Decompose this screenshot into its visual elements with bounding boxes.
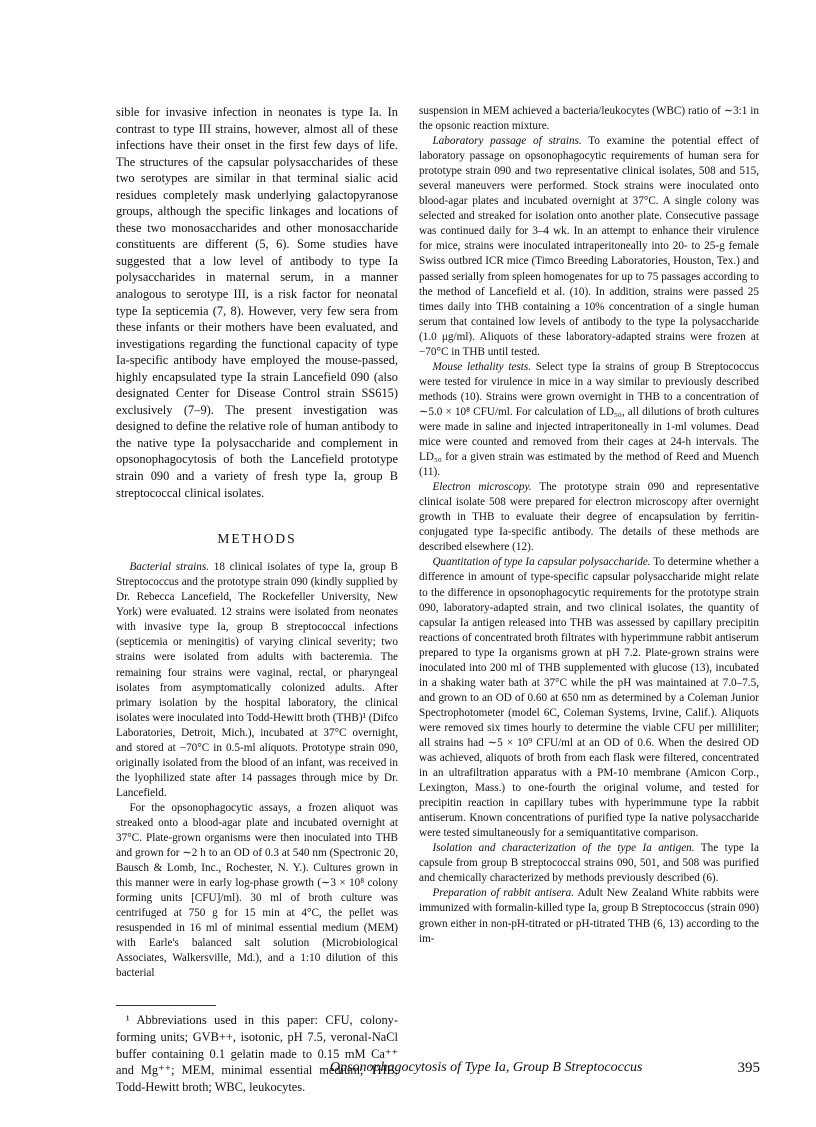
bacterial-strains-lead: Bacterial strains. xyxy=(129,561,210,574)
quantitation-paragraph xyxy=(419,555,759,841)
footnote: ¹ Abbreviations used in this paper: CFU, colony-forming units; GVB++, isotonic, pH 7.5, veronal-NaCl buffer containing 0.1 gelatin made to 0.15 mM Ca⁺⁺ and Mg⁺⁺; MEM, minimal essential medium; THB, Todd-Hewitt broth; WBC, leukocytes. xyxy=(116,1013,398,1094)
electron-microscopy-paragraph xyxy=(419,480,759,555)
antisera-text: Adult New Zealand White rabbits were immunized with formalin-killed type Ia, group B Streptococcus (strain 090) grown either in non-pH-titrated or pH-titrated THB (6, 13) according to the im- xyxy=(419,887,759,945)
lab-passage-text: To examine the potential effect of laboratory passage on opsonophagocytic requirements of human sera for prototype strain 090 and two representative clinical isolates, 508 and 515, several maneuvers were performed. Stock strains were inoculated onto blood-agar plates and incubated overnight at 37°C. A single colony was selected and streaked for isolation onto another plate. Consecutive passage was continued daily for 3–4 wk. In an attempt to enhance their virulence for mice, strains were inoculated intraperitoneally into 20- to 25-g female Swiss outbred ICR mice (Timco Breeding Laboratories, Houston, Tex.) and passed serially from spleen homogenates for up to 75 passages according to the method of Lancefield et al. (10). In addition, strains were passed 25 times daily into THB containing a 10% concentration of a single human serum that contained low levels of antibody to the type Ia polysaccharide (1.0 μg/ml). Aliquots of these laboratory-adapted strains were frozen at −70°C in THB until tested. xyxy=(419,135,759,358)
electron-microscopy-lead: Electron microscopy. xyxy=(432,481,532,494)
lab-passage-paragraph xyxy=(419,134,759,360)
bacterial-strains-paragraph xyxy=(116,560,398,801)
quantitation-text: To determine whether a difference in amount of type-specific capsular polysaccharide might relate to the difference in opsonophagocytic requirements for the prototype strain 090, laboratory-adapted strain, and two clinical isolates, the quantity of capsular Ia antigen released into THB was assessed by capillary precipitin reactions of concentrated broth filtrates with hyperimmune rabbit antiserum prepared to type Ia organisms grown at pH 7.2. Plate-grown strains were inoculated into 200 ml of THB supplemented with glucose (13), incubated in a shaking water bath at 37°C while the pH was maintained at 7.0–7.5, and grown to an OD of 0.60 at 650 nm as determined by a Coleman Junior Spectrophotometer (model 6C, Coleman Systems, Irvine, Calif.). Aliquots were removed six times hourly to determine the viable CFU per milliliter; all strains had ∼5 × 10⁹ CFU/ml at an OD of 0.6. When the desired OD was achieved, aliquots of broth from each flask were filtered, concentrated in an ultrafiltration apparatus with a PM-10 membrane (Amicon Corp., Lexington, Mass.) to one-fourth the original volume, and tested for precipitin reaction in capillary tubes with hyperimmune type Ia rabbit antiserum. Known concentrations of purified type Ia native polysaccharide were tested simultaneously for a semiquantitative comparison. xyxy=(419,556,760,840)
intro-paragraph: sible for invasive infection in neonates is type Ia. In contrast to type III strains, however, almost all of these infections have their onset in the first few days of life. The structures of the capsular polysaccharides of these two serotypes are similar in that terminal sialic acid residues completely mask underlying galactopyranose groups, although the specific linkages and locations of these two monosaccharides and other monosaccharide constituents are different (5, 6). Some studies have suggested that a low level of antibody to type Ia polysaccharides in maternal serum, in a manner analogous to serotype III, is a risk factor for neonatal type Ia septicemia (7, 8). However, very few sera from these infants or their mothers have been evaluated, and investigations regarding the functional capacity of type Ia-specific antibody have employed the mouse-passed, highly encapsulated type Ia strain Lancefield 090 (also designated Center for Disease Control strain SS615) exclusively (7–9). The present investigation was designed to define the relative role of human antibody to the native type Ia polysaccharide and complement in opsonophagocytosis of both the Lancefield prototype strain 090 and a variety of fresh type Ia, group B streptococcal clinical isolates. xyxy=(116,105,398,500)
mouse-lethality-lead: Mouse lethality tests. xyxy=(432,360,532,373)
bacterial-strains-text: 18 clinical isolates of type Ia, group B Streptococcus and the prototype strain 090 (kindly supplied by Dr. Rebecca Lancefield, The Rockefeller University, New York) were evaluated. 12 strains were isolated from neonates with invasive type Ia, group B streptococcal infections (septicemia or meningitis) of varying clinical severity; two strains were isolated from adults with bacteremia. The remaining four strains were vaginal, rectal, or pharyngeal isolates from asymptomatically colonized adults. After primary isolation by the hospital laboratory, the clinical isolates were inoculated into Todd-Hewitt broth (THB)¹ (Difco Laboratories, Detroit, Mich.), incubated at 37°C overnight, and stored at −70°C in 0.5-ml aliquots. Prototype strain 090, originally isolated from the blood of an infant, was received in the lyophilized state after 14 passages through mice by Dr. Lancefield. xyxy=(116,561,398,799)
electron-microscopy-text: The prototype strain 090 and representative clinical isolate 508 were prepared for electron microscopy after overnight growth in THB to evaluate their degree of encapsulation by ferritin-conjugated type Ia-specific antibody. The details of these methods are described elsewhere (12). xyxy=(419,481,759,554)
running-title: Opsonophagocytosis of Type Ia, Group B Streptococcus xyxy=(330,1060,643,1075)
mouse-lethality-paragraph xyxy=(419,360,759,480)
lab-passage-lead: Laboratory passage of strains. xyxy=(432,135,582,148)
antisera-paragraph xyxy=(419,886,759,946)
mouse-lethality-text: Select type Ia strains of group B Streptococcus were tested for virulence in mice in a way similar to previously described methods (10). Strains were grown overnight in THB to a concentration of ∼5.0 × 10⁸ CFU/ml. For calculation of LD₅₀, all dilutions of broth cultures were made in saline and injected intraperitoneally in 1-ml volumes. Dead mice were counted and removed from their cages at 24-h intervals. The LD₅₀ for a given strain was estimated by the method of Reed and Muench (11). xyxy=(419,360,759,479)
page-footer xyxy=(330,1060,760,1077)
page-number: 395 xyxy=(737,1060,760,1076)
isolation-paragraph xyxy=(419,841,759,886)
footnote-divider xyxy=(116,1005,216,1006)
antisera-lead: Preparation of rabbit antisera. xyxy=(432,887,575,900)
opsonophagocytic-assay-paragraph: For the opsonophagocytic assays, a frozen aliquot was streaked onto a blood-agar plate and incubated overnight at 37°C. Plate-grown organisms were then inoculated into THB and grown for ∼2 h to an OD of 0.3 at 540 nm (Spectronic 20, Bausch & Lomb, Inc., Rochester, N. Y.). Cultures grown in this manner were in early log-phase growth (∼3 × 10⁸ colony forming units [CFU]/ml). 30 ml of broth culture was centrifuged at 750 g for 15 min at 4°C, the pellet was resuspended in 16 ml of minimal essential medium (MEM) with Earle's balanced salt solution (Microbiological Associates, Walkersville, Md.), and a 1:10 dilution of this bacterial xyxy=(116,801,398,980)
right-column xyxy=(419,104,759,947)
continuation-paragraph: suspension in MEM achieved a bacteria/leukocytes (WBC) ratio of ∼3:1 in the opsonic reaction mixture. xyxy=(419,105,759,133)
left-column xyxy=(116,104,398,1095)
isolation-lead: Isolation and characterization of the type Ia antigen. xyxy=(432,842,695,855)
methods-heading: METHODS xyxy=(217,531,297,547)
isolation-text: The type Ia capsule from group B streptococcal strains 090, 501, and 508 was purified and chemically characterized by methods previously described (6). xyxy=(419,842,759,885)
quantitation-lead: Quantitation of type Ia capsular polysaccharide. xyxy=(432,556,651,569)
